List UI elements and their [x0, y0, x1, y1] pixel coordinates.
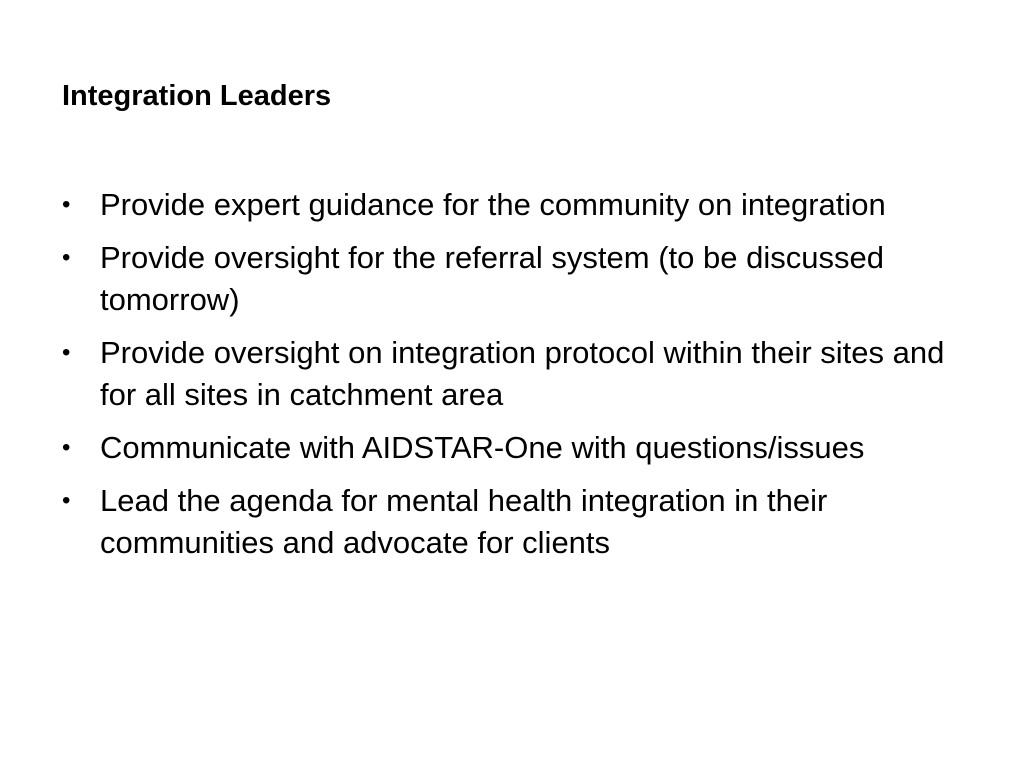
bullet-icon: • [62, 339, 71, 366]
bullet-text: Communicate with AIDSTAR-One with questions/issues [100, 430, 865, 465]
bullet-icon: • [62, 191, 71, 218]
bullet-icon: • [62, 244, 71, 271]
bullet-text: Provide expert guidance for the community on integration [100, 187, 886, 222]
bullet-item [62, 332, 982, 416]
bullet-text: Provide oversight on integration protocol within their sites and for all sites in catchment area [100, 335, 945, 412]
bullet-text: Lead the agenda for mental health integration in their communities and advocate for clients [100, 483, 828, 560]
bullet-item [62, 480, 982, 564]
bullet-text: Provide oversight for the referral system (to be discussed tomorrow) [100, 240, 884, 317]
bullet-item [62, 184, 982, 226]
slide-title: Integration Leaders [62, 80, 332, 112]
bullet-icon: • [62, 487, 71, 514]
bullet-item [62, 427, 982, 469]
bullet-item [62, 237, 982, 321]
bullet-icon: • [62, 434, 71, 461]
bullet-list [62, 184, 982, 575]
